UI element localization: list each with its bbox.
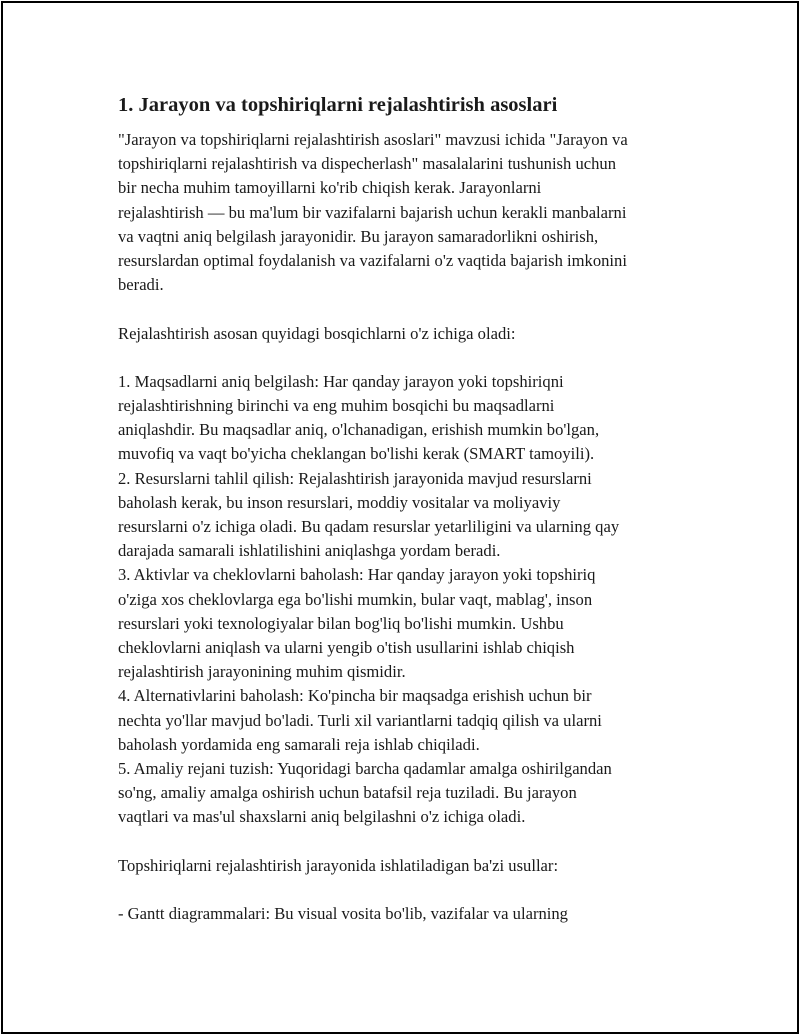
paragraph-stages-intro	[118, 322, 700, 346]
text-line: 3. Aktivlar va cheklovlarni baholash: Har qanday jarayon yoki topshiriq	[118, 565, 596, 585]
text-line: "Jarayon va topshiriqlarni rejalashtirish asoslari" mavzusi ichida "Jarayon va	[118, 130, 628, 149]
text-line: bir necha muhim tamoyillarni ko'rib chiqish kerak. Jarayonlarni	[118, 178, 542, 198]
document-title: 1. Jarayon va topshiriqlarni rejalashtirish asoslari	[118, 94, 558, 116]
text-line: 5. Amaliy rejani tuzish: Yuqoridagi barcha qadamlar amalga oshirilgandan	[118, 758, 612, 778]
text-line: resurslari yoki texnologiyalar bilan bog'liq bo'lishi mumkin. Ushbu	[118, 613, 564, 633]
text-line: beradi.	[118, 275, 164, 295]
text-line: va vaqtni aniq belgilash jarayonidir. Bu jarayon samaradorlikni oshirish,	[118, 226, 599, 246]
text-line: resurslarni o'z ichiga oladi. Bu qadam resurslar yetarliligini va ularning qay	[118, 517, 620, 536]
paragraph-methods-list	[118, 902, 700, 926]
text-line: Topshiriqlarni rejalashtirish jarayonida ishlatiladigan ba'zi usullar:	[118, 855, 559, 875]
text-line: topshiriqlarni rejalashtirish va dispecherlash" masalalarini tushunish uchun	[118, 154, 617, 174]
paragraph-intro	[118, 128, 700, 297]
text-line: Rejalashtirish asosan quyidagi bosqichlarni o'z ichiga oladi:	[118, 323, 516, 343]
text-line: o'ziga xos cheklovlarga ega bo'lishi mumkin, bular vaqt, mablag', inson	[118, 589, 593, 609]
text-line: - Gantt diagrammalari: Bu visual vosita bo'lib, vazifalar va ularning	[118, 904, 568, 923]
paragraph-stages-list	[118, 370, 700, 830]
paragraph-gap	[118, 878, 700, 902]
paragraph-gap	[118, 346, 700, 370]
paragraph-methods-intro	[118, 854, 700, 878]
text-line: muvofiq va vaqt bo'yicha cheklangan bo'lishi kerak (SMART tamoyili).	[118, 444, 595, 464]
text-line: vaqtlari va mas'ul shaxslarni aniq belgilashni o'z ichiga oladi.	[118, 807, 526, 827]
text-line: 2. Resurslarni tahlil qilish: Rejalashtirish jarayonida mavjud resurslarni	[118, 468, 592, 488]
text-line: nechta yo'llar mavjud bo'ladi. Turli xil variantlarni tadqiq qilish va ularni	[118, 710, 602, 730]
text-line: baholash kerak, bu inson resurslari, moddiy vositalar va moliyaviy	[118, 492, 561, 512]
text-line: baholash yordamida eng samarali reja ishlab chiqiladi.	[118, 734, 480, 754]
text-line: cheklovlarni aniqlash va ularni yengib o'tish usullarini ishlab chiqish	[118, 637, 575, 657]
text-line: resurslardan optimal foydalanish va vazifalarni o'z vaqtida bajarish imkonini	[118, 250, 627, 270]
text-line: so'ng, amaliy amalga oshirish uchun batafsil reja tuziladi. Bu jarayon	[118, 783, 577, 803]
text-line: 4. Alternativlarini baholash: Ko'pincha bir maqsadga erishish uchun bir	[118, 686, 592, 706]
text-line: darajada samarali ishlatilishini aniqlashga yordam beradi.	[118, 541, 501, 561]
text-line: 1. Maqsadlarni aniq belgilash: Har qanday jarayon yoki topshiriqni	[118, 371, 564, 391]
text-line: rejalashtirish jarayonining muhim qismidir.	[118, 662, 406, 682]
text-line: rejalashtirishning birinchi va eng muhim bosqichi bu maqsadlarni	[118, 396, 555, 416]
document-body	[118, 92, 700, 926]
paragraph-gap	[118, 297, 700, 321]
text-line: rejalashtirish — bu ma'lum bir vazifalarni bajarish uchun kerakli manbalarni	[118, 202, 627, 222]
paragraph-gap	[118, 829, 700, 853]
text-line: aniqlashdir. Bu maqsadlar aniq, o'lchanadigan, erishish mumkin bo'lgan,	[118, 420, 600, 440]
